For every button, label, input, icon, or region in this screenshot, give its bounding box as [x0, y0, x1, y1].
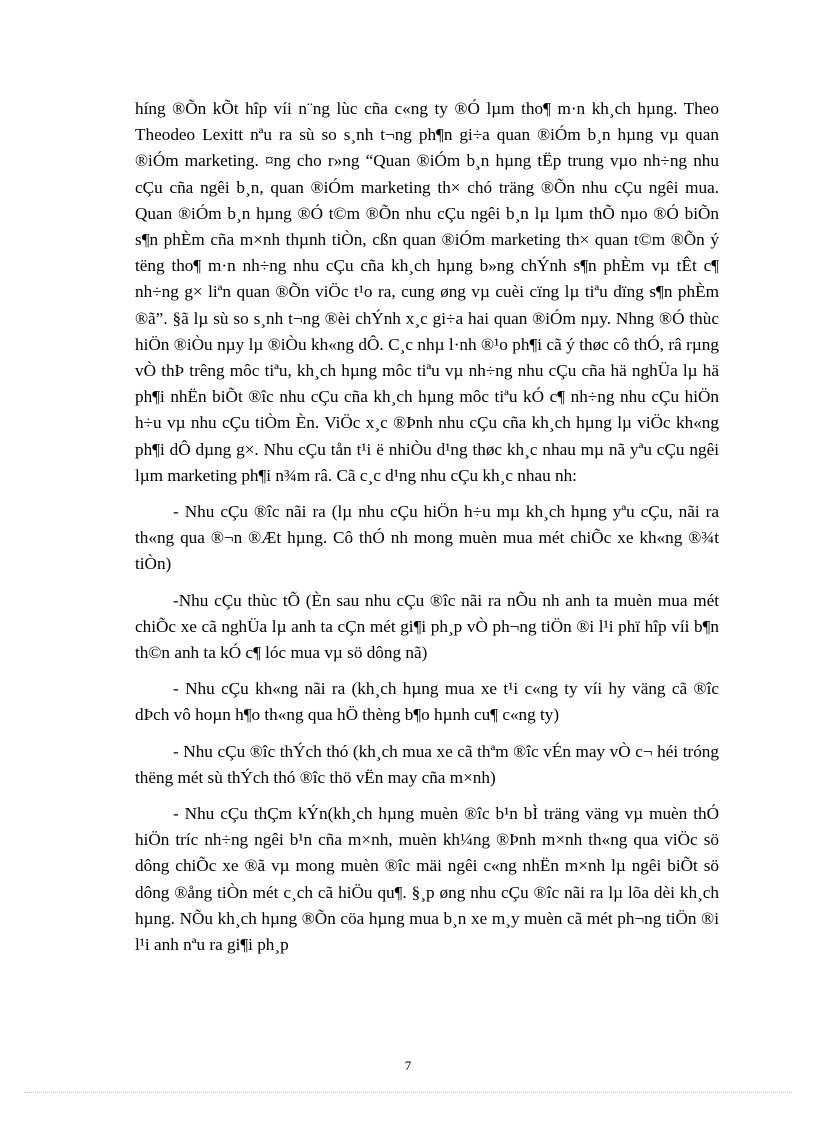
page-bottom-divider: [24, 1092, 792, 1093]
paragraph-need-stated: - Nhu cÇu ®îc nãi ra (lµ nhu cÇu hiÖn h÷u mµ kh¸ch hµng yªu cÇu, nãi ra th«ng qua ®¬n ®Æt hµng. Cô thÓ nh mong muèn mua mét chiÕc xe kh«ng ®¾t tiÒn): [135, 502, 719, 574]
paragraph-need-secret: - Nhu cÇu thÇm kÝn(kh¸ch hµng muèn ®îc b¹n bÌ träng väng vµ muèn thÓ hiÖn tríc nh÷ng ngêi b¹n cña m×nh, muèn kh¼ng ®Þnh m×nh th«ng qua viÖc sö dông chiÕc xe ®ã vµ mong muèn ®îc mäi ngêi c«ng nhËn m×nh lµ ngêi biÕt sö dông ®ång tiÒn mét c¸ch cã hiÖu qu¶. §¸p øng nhu cÇu ®îc nãi ra lµ lõa dèi kh¸ch hµng. NÕu kh¸ch hµng ®Õn cöa hµng mua b¸n xe m¸y muèn cã mét ph¬ng tiÖn ®i l¹i anh nªu ra gi¶i ph¸p: [135, 804, 719, 955]
page-number: 7: [404, 1058, 412, 1073]
body-text: [135, 96, 719, 958]
paragraph-main: híng ®Õn kÕt hîp víi n¨ng lùc cña c«ng ty ®Ó lµm tho¶ m·n kh¸ch hµng. Theo Theodeo Lexitt nªu ra sù so s¸nh t¬ng ph¶n gi÷a quan ®iÓm b¸n hµng vµ quan ®iÓm marketing. ¤ng cho r»ng “Quan ®iÓm b¸n hµng tËp trung vµo nh÷ng nhu cÇu cña ngêi b¸n, quan ®iÓm marketing th× chó träng ®Õn nhu cÇu ngêi mua. Quan ®iÓm b¸n hµng ®Ó t©m ®Õn nhu cÇu ngêi b¸n lµ lµm thÕ nµo ®Ó biÕn s¶n phÈm cña m×nh thµnh tiÒn, cßn quan ®iÓm marketing th× quan t©m ®Õn ý tëng tho¶ m·n nh÷ng nhu cÇu cña kh¸ch hµng b»ng chÝnh s¶n phÈm vµ tÊt c¶ nh÷ng g× liªn quan ®Õn viÖc t¹o ra, cung øng vµ cuèi cïng lµ tiªu dïng s¶n phÈm ®ã”. §ã lµ sù so s¸nh t¬ng ®èi chÝnh x¸c gi÷a hai quan ®iÓm nµy. Nhng ®Ó thùc hiÖn ®iÒu nµy lµ ®iÒu kh«ng dÔ. C¸c nhµ l·nh ®¹o ph¶i cã ý thøc cô thÓ, râ rµng vÒ thÞ trêng môc tiªu, kh¸ch hµng môc tiªu vµ nh÷ng nhu cÇu cña hä nghÜa lµ hä ph¶i nhËn biÕt ®îc nhu cÇu cña kh¸ch hµng môc tiªu kÓ c¶ nh÷ng nhu cÇu hiÖn h÷u vµ nhu cÇu tiÒm Èn. ViÖc x¸c ®Þnh nhu cÇu cña kh¸ch hµng lµ viÖc kh«ng ph¶i dÔ dµng g×. Nhu cÇu tån t¹i ë nhiÒu d¹ng thøc kh¸c nhau mµ nã yªu cÇu ngêi lµm marketing ph¶i n¾m râ. Cã c¸c d¹ng nhu cÇu kh¸c nhau nh:: [135, 99, 719, 485]
paragraph-need-unstated: - Nhu cÇu kh«ng nãi ra (kh¸ch hµng mua xe t¹i c«ng ty víi hy väng cã ®îc dÞch vô hoµn h¶o th«ng qua hÖ thèng b¶o hµnh cu¶ c«ng ty): [135, 679, 719, 725]
paragraph-need-delight: - Nhu cÇu ®îc thÝch thó (kh¸ch mua xe cã thªm ®îc vÉn may vÒ c¬ héi tróng thëng mét sù thÝch thó ®îc thö vËn may cña m×nh): [135, 741, 719, 787]
paragraph-need-real: -Nhu cÇu thùc tÕ (Èn sau nhu cÇu ®îc nãi ra nÕu nh anh ta muèn mua mét chiÕc xe cã nghÜa lµ anh ta cÇn mét gi¶i ph¸p vÒ ph¬ng tiÖn ®i l¹i phï hîp víi b¶n th©n anh ta kÓ c¶ lóc mua vµ sö dông nã): [135, 590, 719, 663]
